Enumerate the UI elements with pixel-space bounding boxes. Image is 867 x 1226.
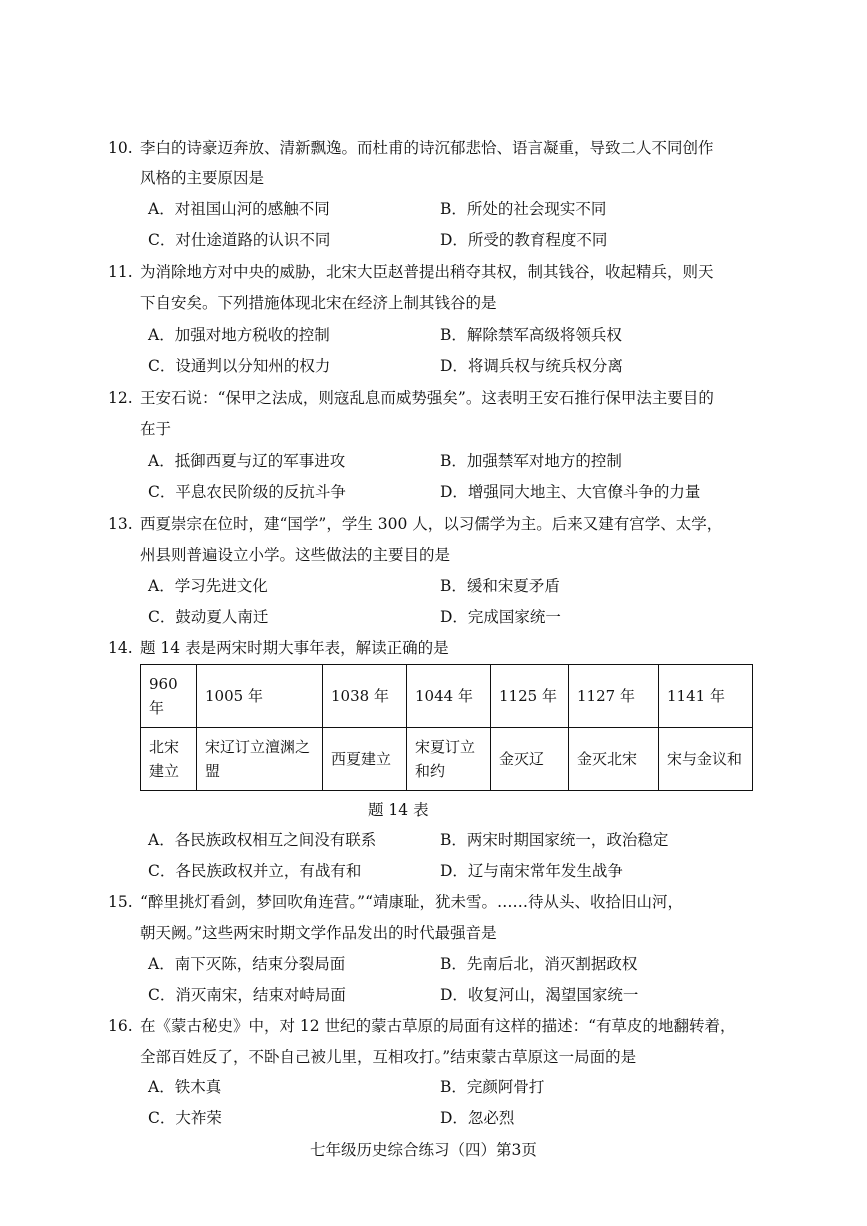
option-a: A．学习先进文化 — [148, 577, 268, 595]
question-number: 10. — [108, 139, 133, 157]
option-d: D．辽与南宋常年发生战争 — [440, 862, 623, 880]
question-text: 下自安矣。下列措施体现北宋在经济上制其钱谷的是 — [140, 294, 497, 312]
question-text: 西夏崇宗在位时，建“国学”，学生 300 人，以习儒学为主。后来又建有宫学、太学， — [140, 515, 723, 533]
option-b: B．先南后北，消灭割据政权 — [440, 955, 638, 973]
option-a: A．加强对地方税收的控制 — [148, 326, 330, 344]
option-a: A．南下灭陈，结束分裂局面 — [148, 955, 346, 973]
table-cell-year: 1125 年 — [491, 665, 569, 728]
table-cell-year: 1005 年 — [197, 665, 323, 728]
question-text: 风格的主要原因是 — [140, 169, 265, 187]
question-text: 题 14 表是两宋时期大事年表，解读正确的是 — [140, 639, 449, 657]
table-cell-event: 西夏建立 — [323, 728, 407, 791]
option-d: D．增强同大地主、大官僚斗争的力量 — [440, 483, 701, 501]
question-text: 为消除地方对中央的威胁，北宋大臣赵普提出稍夺其权，制其钱谷，收起精兵，则天 — [140, 263, 714, 281]
option-d: D．收复河山，渴望国家统一 — [440, 986, 639, 1004]
option-c: C．对仕途道路的认识不同 — [148, 231, 331, 249]
question-text: 全部百姓反了，不卧自己被儿里，互相攻打。”结束蒙古草原这一局面的是 — [140, 1048, 637, 1066]
question-text: “醉里挑灯看剑，梦回吹角连营。”“靖康耻，犹未雪。……待从头、收拾旧山河， — [140, 893, 684, 911]
table-cell-event: 宋辽订立澶渊之盟 — [197, 728, 323, 791]
question-text: 李白的诗豪迈奔放、清新飘逸。而杜甫的诗沉郁悲恰、语言凝重，导致二人不同创作 — [140, 139, 714, 157]
table-cell-year: 1044 年 — [407, 665, 491, 728]
table-row — [141, 728, 753, 791]
question-text: 在于 — [140, 420, 172, 438]
table-cell-event: 金灭北宋 — [569, 728, 659, 791]
option-c: C．消灭南宋，结束对峙局面 — [148, 986, 346, 1004]
table-cell-event: 宋与金议和 — [659, 728, 753, 791]
table-row — [141, 665, 753, 728]
table-cell-event: 宋夏订立和约 — [407, 728, 491, 791]
option-b: B．所处的社会现实不同 — [440, 200, 607, 218]
question-text: 王安石说：“保甲之法成，则寇乱息而威势强矣”。这表明王安石推行保甲法主要目的 — [140, 389, 714, 407]
events-table — [140, 664, 753, 791]
option-c: C．鼓动夏人南迁 — [148, 608, 269, 626]
question-number: 16. — [108, 1017, 133, 1035]
table-cell-event: 北宋建立 — [141, 728, 197, 791]
option-b: B．完颜阿骨打 — [440, 1078, 545, 1096]
question-text: 在《蒙古秘史》中，对 12 世纪的蒙古草原的局面有这样的描述：“有草皮的地翻转着， — [140, 1017, 736, 1035]
option-a: A．对祖国山河的感触不同 — [148, 200, 330, 218]
option-c: C．平息农民阶级的反抗斗争 — [148, 483, 346, 501]
table-cell-year: 960 年 — [141, 665, 197, 728]
option-a: A．各民族政权相互之间没有联系 — [148, 831, 377, 849]
option-d: D．将调兵权与统兵权分离 — [440, 357, 623, 375]
option-a: A．铁木真 — [148, 1078, 222, 1096]
question-number: 14. — [108, 639, 133, 657]
option-c: C．大祚荣 — [148, 1109, 222, 1127]
option-a: A．抵御西夏与辽的军事进攻 — [148, 452, 346, 470]
question-number: 12. — [108, 389, 133, 407]
question-number: 15. — [108, 893, 133, 911]
table-cell-year: 1038 年 — [323, 665, 407, 728]
table-cell-year: 1141 年 — [659, 665, 753, 728]
option-b: B．缓和宋夏矛盾 — [440, 577, 560, 595]
page-footer: 七年级历史综合练习（四）第3页 — [310, 1141, 537, 1159]
question-text: 朝天阙。”这些两宋时期文学作品发出的时代最强音是 — [140, 924, 497, 942]
option-b: B．加强禁军对地方的控制 — [440, 452, 622, 470]
option-d: D．所受的教育程度不同 — [440, 231, 608, 249]
question-number: 11. — [108, 263, 133, 281]
option-b: B．解除禁军高级将领兵权 — [440, 326, 622, 344]
option-b: B．两宋时期国家统一，政治稳定 — [440, 831, 669, 849]
option-d: D．完成国家统一 — [440, 608, 561, 626]
table-caption: 题 14 表 — [368, 801, 429, 819]
table-cell-event: 金灭辽 — [491, 728, 569, 791]
option-c: C．各民族政权并立，有战有和 — [148, 862, 362, 880]
question-number: 13. — [108, 515, 133, 533]
question-text: 州县则普遍设立小学。这些做法的主要目的是 — [140, 546, 451, 564]
table-cell-year: 1127 年 — [569, 665, 659, 728]
option-c: C．设通判以分知州的权力 — [148, 357, 331, 375]
option-d: D．忽必烈 — [440, 1109, 515, 1127]
